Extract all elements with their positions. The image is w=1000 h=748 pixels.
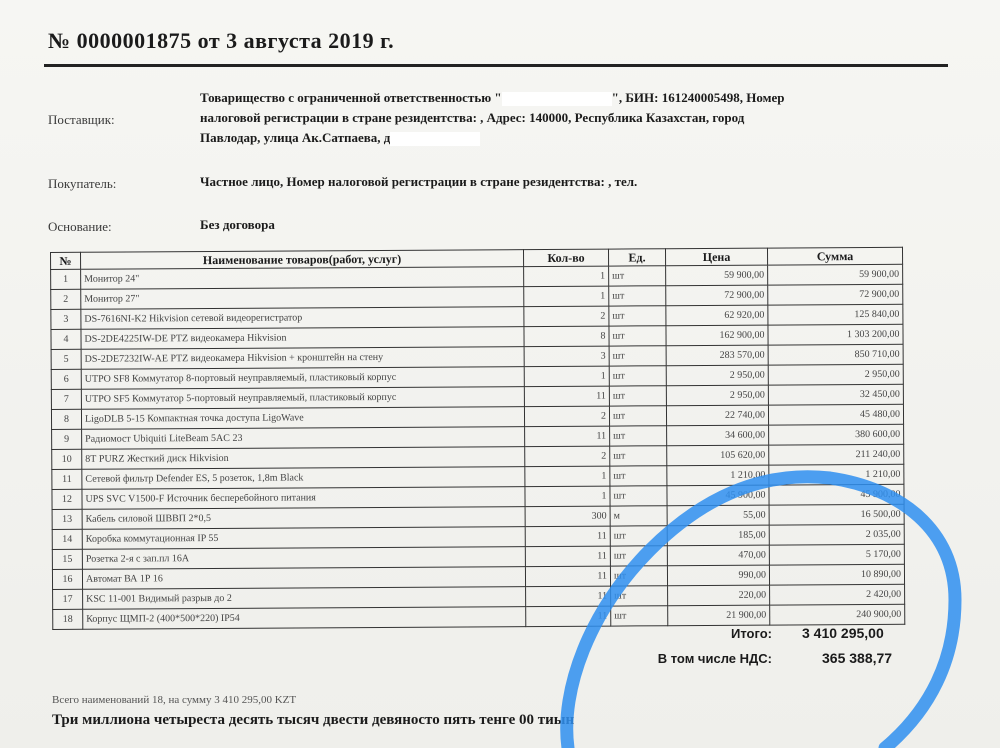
cell-sum: 10 890,00 xyxy=(769,564,904,585)
cell-number: 14 xyxy=(52,529,82,549)
cell-name: Монитор 27" xyxy=(81,287,524,310)
invoice-number-title: № 0000001875 от 3 августа 2019 г. xyxy=(48,28,395,53)
cell-sum: 59 900,00 xyxy=(768,264,903,285)
buyer-details: Частное лицо, Номер налоговой регистрации в стране резидентства: , тел. xyxy=(200,174,638,189)
cell-name: 8Т PURZ Жесткий диск Hikvision xyxy=(82,447,525,470)
vat-label: В том числе НДС: xyxy=(657,651,772,666)
cell-name: Сетевой фильтр Defender ES, 5 розеток, 1,8m Black xyxy=(82,467,525,490)
cell-sum: 240 900,00 xyxy=(770,604,905,625)
cell-unit: шт xyxy=(610,426,667,446)
supplier-line1-a: Товарищество с ограниченной ответственностью " xyxy=(200,90,502,105)
cell-unit: шт xyxy=(609,406,666,426)
cell-qty: 11 xyxy=(525,526,610,547)
cell-qty: 1 xyxy=(525,466,610,487)
cell-name: KSC 11-001 Видимый разрыв до 2 xyxy=(83,587,526,610)
basis-label: Основание: xyxy=(48,219,112,234)
cell-name: Коробка коммутационная IP 55 xyxy=(82,527,525,550)
cell-sum: 211 240,00 xyxy=(769,444,904,465)
cell-unit: шт xyxy=(609,346,666,366)
total-label: Итого: xyxy=(731,626,772,641)
cell-number: 6 xyxy=(51,369,81,389)
cell-number: 16 xyxy=(52,569,82,589)
cell-number: 18 xyxy=(53,609,83,629)
cell-price: 34 600,00 xyxy=(667,425,769,446)
cell-unit: шт xyxy=(610,446,667,466)
cell-unit: шт xyxy=(611,606,668,626)
cell-price: 1 210,00 xyxy=(667,465,769,486)
cell-name: Розетка 2-я с зап.пл 16А xyxy=(82,547,525,570)
cell-sum: 16 500,00 xyxy=(769,504,904,525)
cell-sum: 2 035,00 xyxy=(769,524,904,545)
cell-price: 45 900,00 xyxy=(667,485,769,506)
col-header-qty: Кол-во xyxy=(523,249,608,267)
cell-qty: 11 xyxy=(524,386,609,407)
cell-price: 62 920,00 xyxy=(666,305,768,326)
col-header-number: № xyxy=(51,252,81,269)
items-summary: Всего наименований 18, на сумму 3 410 295,00 KZT xyxy=(52,694,297,706)
cell-number: 13 xyxy=(52,509,82,529)
cell-sum: 45 900,00 xyxy=(769,484,904,505)
cell-qty: 2 xyxy=(524,306,609,327)
cell-price: 72 900,00 xyxy=(666,285,768,306)
cell-unit: м xyxy=(610,506,667,526)
cell-number: 4 xyxy=(51,329,81,349)
cell-qty: 2 xyxy=(525,446,610,467)
cell-sum: 72 900,00 xyxy=(768,284,903,305)
col-header-sum: Сумма xyxy=(767,247,902,265)
cell-price: 283 570,00 xyxy=(666,345,768,366)
cell-unit: шт xyxy=(610,526,667,546)
cell-number: 5 xyxy=(51,349,81,369)
cell-name: DS-2DE7232IW-AE PTZ видеокамера Hikvision + кронштейн на стену xyxy=(81,347,524,370)
cell-name: UPS SVC V1500-F Источник бесперебойного питания xyxy=(82,487,525,510)
cell-unit: шт xyxy=(610,566,667,586)
cell-price: 21 900,00 xyxy=(668,605,770,626)
col-header-price: Цена xyxy=(665,248,767,266)
col-header-name: Наименование товаров(работ, услуг) xyxy=(81,250,524,270)
total-value: 3 410 295,00 xyxy=(802,625,884,641)
cell-sum: 380 600,00 xyxy=(769,424,904,445)
cell-price: 2 950,00 xyxy=(666,365,768,386)
cell-name: UTPO SF5 Коммутатор 5-портовый неуправляемый, пластиковый корпус xyxy=(81,387,524,410)
cell-price: 22 740,00 xyxy=(666,405,768,426)
amount-in-words: Три миллиона четыреста десять тысяч двести девяносто пять тенге 00 тиын xyxy=(52,712,575,728)
cell-unit: шт xyxy=(609,266,666,286)
cell-qty: 11 xyxy=(525,546,610,567)
cell-sum: 850 710,00 xyxy=(768,344,903,365)
cell-unit: шт xyxy=(611,586,668,606)
cell-unit: шт xyxy=(610,546,667,566)
cell-sum: 1 210,00 xyxy=(769,464,904,485)
cell-qty: 300 xyxy=(525,506,610,527)
cell-sum: 2 420,00 xyxy=(770,584,905,605)
cell-name: Кабель силовой ШВВП 2*0,5 xyxy=(82,507,525,530)
cell-unit: шт xyxy=(609,286,666,306)
cell-number: 10 xyxy=(52,449,82,469)
cell-qty: 1 xyxy=(524,266,609,287)
cell-price: 470,00 xyxy=(667,545,769,566)
cell-name: Автомат ВА 1Р 16 xyxy=(82,567,525,590)
cell-name: Монитор 24" xyxy=(81,267,524,290)
cell-name: DS-2DE4225IW-DE PTZ видеокамера Hikvision xyxy=(81,327,524,350)
cell-name: DS-7616NI-K2 Hikvision сетевой видеорегистратор xyxy=(81,307,524,330)
cell-qty: 3 xyxy=(524,346,609,367)
supplier-line1-b: ", БИН: 161240005498, Номер xyxy=(611,90,785,105)
cell-qty: 1 xyxy=(524,286,609,307)
cell-number: 2 xyxy=(51,289,81,309)
cell-number: 12 xyxy=(52,489,82,509)
cell-sum: 1 303 200,00 xyxy=(768,324,903,345)
cell-number: 7 xyxy=(51,389,81,409)
cell-qty: 11 xyxy=(526,606,611,627)
cell-price: 185,00 xyxy=(667,525,769,546)
cell-name: UTPO SF8 Коммутатор 8-портовый неуправляемый, пластиковый корпус xyxy=(81,367,524,390)
col-header-unit: Ед. xyxy=(608,249,665,266)
cell-qty: 1 xyxy=(525,486,610,507)
cell-price: 990,00 xyxy=(667,565,769,586)
cell-number: 9 xyxy=(52,429,82,449)
buyer-label: Покупатель: xyxy=(48,176,117,191)
cell-qty: 11 xyxy=(526,586,611,607)
cell-qty: 11 xyxy=(525,426,610,447)
supplier-line3: Павлодар, улица Ак.Сатпаева, д xyxy=(200,130,391,145)
cell-number: 11 xyxy=(52,469,82,489)
cell-price: 2 950,00 xyxy=(666,385,768,406)
cell-sum: 45 480,00 xyxy=(768,404,903,425)
cell-sum: 125 840,00 xyxy=(768,304,903,325)
cell-price: 220,00 xyxy=(668,585,770,606)
cell-qty: 8 xyxy=(524,326,609,347)
cell-price: 105 620,00 xyxy=(667,445,769,466)
cell-qty: 2 xyxy=(524,406,609,427)
cell-qty: 11 xyxy=(525,566,610,587)
cell-name: Радиомост Ubiquiti LiteBeam 5AC 23 xyxy=(82,427,525,450)
cell-number: 3 xyxy=(51,309,81,329)
cell-unit: шт xyxy=(610,486,667,506)
cell-number: 8 xyxy=(51,409,81,429)
cell-sum: 5 170,00 xyxy=(769,544,904,565)
cell-sum: 32 450,00 xyxy=(768,384,903,405)
cell-number: 1 xyxy=(51,269,81,289)
cell-unit: шт xyxy=(609,366,666,386)
cell-price: 162 900,00 xyxy=(666,325,768,346)
cell-name: Корпус ЩМП-2 (400*500*220) IP54 xyxy=(83,607,526,630)
cell-name: LigoDLB 5-15 Компактная точка доступа LigoWave xyxy=(81,407,524,430)
cell-unit: шт xyxy=(609,306,666,326)
cell-sum: 2 950,00 xyxy=(768,364,903,385)
supplier-label: Поставщик: xyxy=(48,112,115,127)
cell-price: 55,00 xyxy=(667,505,769,526)
cell-price: 59 900,00 xyxy=(666,265,768,286)
cell-number: 17 xyxy=(53,589,83,609)
cell-unit: шт xyxy=(610,466,667,486)
cell-unit: шт xyxy=(609,386,666,406)
supplier-line2: налоговой регистрации в стране резидентства: , Адрес: 140000, Республика Казахстан, город xyxy=(200,110,745,125)
cell-unit: шт xyxy=(609,326,666,346)
cell-number: 15 xyxy=(52,549,82,569)
cell-qty: 1 xyxy=(524,366,609,387)
vat-value: 365 388,77 xyxy=(822,650,893,666)
basis-value: Без договора xyxy=(200,217,275,232)
